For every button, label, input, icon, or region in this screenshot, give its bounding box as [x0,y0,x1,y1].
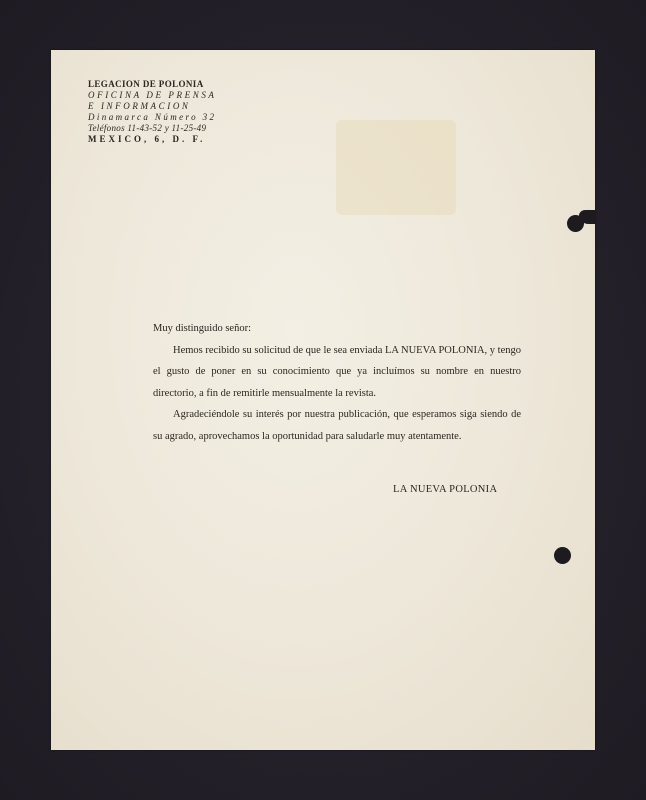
letterhead-city: MEXICO, 6, D. F. [88,134,206,144]
faded-watermark [336,120,456,215]
letter-sheet [51,50,595,750]
letter-salutation: Muy distinguido señor: [153,323,252,334]
letter-paragraph-1: Hemos recibido su solicitud de que le sea enviada LA NUEVA POLONIA, y tengo el gusto de poner en su conocimiento que ya incluímos su nombre en nuestro directorio, a fin de remitirle mensualmente la revista. [153,344,521,399]
punch-hole-bottom [554,547,571,564]
letter-paragraph-2: Agradeciéndole su interés por nuestra publicación, que esperamos siga siendo de su agrado, aprovechamos la oportunidad para saludarle muy atentamente. [153,409,521,442]
letterhead-legation: LEGACION DE POLONIA [88,79,204,89]
letterhead-address: Dinamarca Número 32 [88,112,217,122]
punch-hole-top [567,215,584,232]
letter-signature: LA NUEVA POLONIA [393,484,498,495]
letterhead [88,79,288,145]
letterhead-phones: Teléfonos 11-43-52 y 11-25-49 [88,123,207,133]
letterhead-office: OFICINA DE PRENSA [88,90,217,100]
letterhead-information: E INFORMACION [88,101,191,111]
letter-body [153,318,521,447]
